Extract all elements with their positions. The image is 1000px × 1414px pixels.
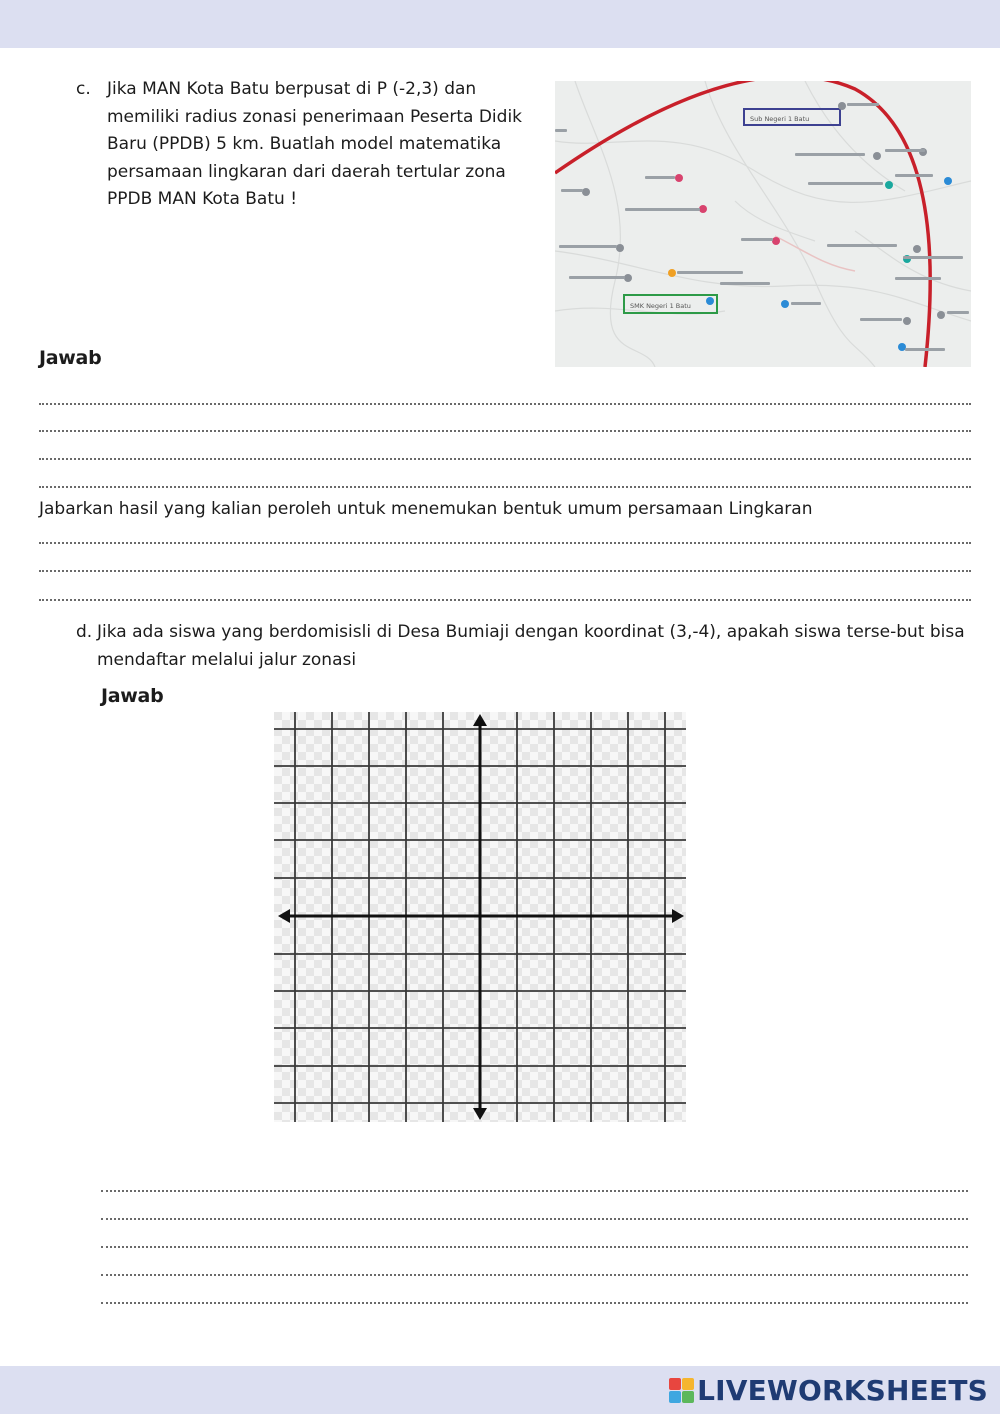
top-banner: [0, 0, 1000, 48]
answer-line[interactable]: [101, 1190, 968, 1192]
map-box-bottom-label: SMK Negeri 1 Batu: [630, 302, 691, 310]
question-c-label: c.: [76, 79, 91, 99]
answer-line[interactable]: [39, 430, 971, 432]
question-d-text: Jika ada siswa yang berdomisisli di Desa Bumiaji dengan koordinat (3,-4), apakah siswa terse-but bisa mendaftar melalui jalur zonasi: [97, 622, 965, 670]
liveworksheets-brand[interactable]: [669, 1374, 988, 1406]
question-d: [76, 619, 976, 674]
question-d-label: d.: [76, 622, 93, 642]
cartesian-grid-image: [274, 712, 686, 1122]
answer-line[interactable]: [39, 486, 971, 488]
cartesian-grid: [274, 712, 686, 1122]
answer-line[interactable]: [39, 570, 971, 572]
answer-line[interactable]: [101, 1302, 968, 1304]
brand-text: LIVEWORKSHEETS: [697, 1373, 988, 1407]
zonation-map-image: [555, 81, 971, 367]
answer-c-title: Jawab: [39, 347, 102, 369]
answer-line[interactable]: [39, 458, 971, 460]
answer-line[interactable]: [101, 1246, 968, 1248]
map-box-top-label: Sub Negeri 1 Batu: [750, 115, 810, 123]
answer-line[interactable]: [39, 403, 971, 405]
question-c-text: Jika MAN Kota Batu berpusat di P (-2,3) dan memiliki radius zonasi penerimaan Peserta Didik Baru (PPDB) 5 km. Buatlah model matematika persamaan lingkaran dari daerah tertular zona PPDB MAN Kota Batu !: [107, 79, 523, 209]
question-c: [76, 76, 544, 214]
instruction-text: Jabarkan hasil yang kalian peroleh untuk menemukan bentuk umum persamaan Lingkaran: [39, 499, 813, 519]
liveworksheets-logo-icon: [669, 1378, 694, 1403]
answer-d-title: Jawab: [101, 685, 164, 707]
answer-line[interactable]: [101, 1218, 968, 1220]
answer-line[interactable]: [101, 1274, 968, 1276]
map-drawing: [555, 81, 971, 367]
answer-line[interactable]: [39, 599, 971, 601]
answer-line[interactable]: [39, 542, 971, 544]
